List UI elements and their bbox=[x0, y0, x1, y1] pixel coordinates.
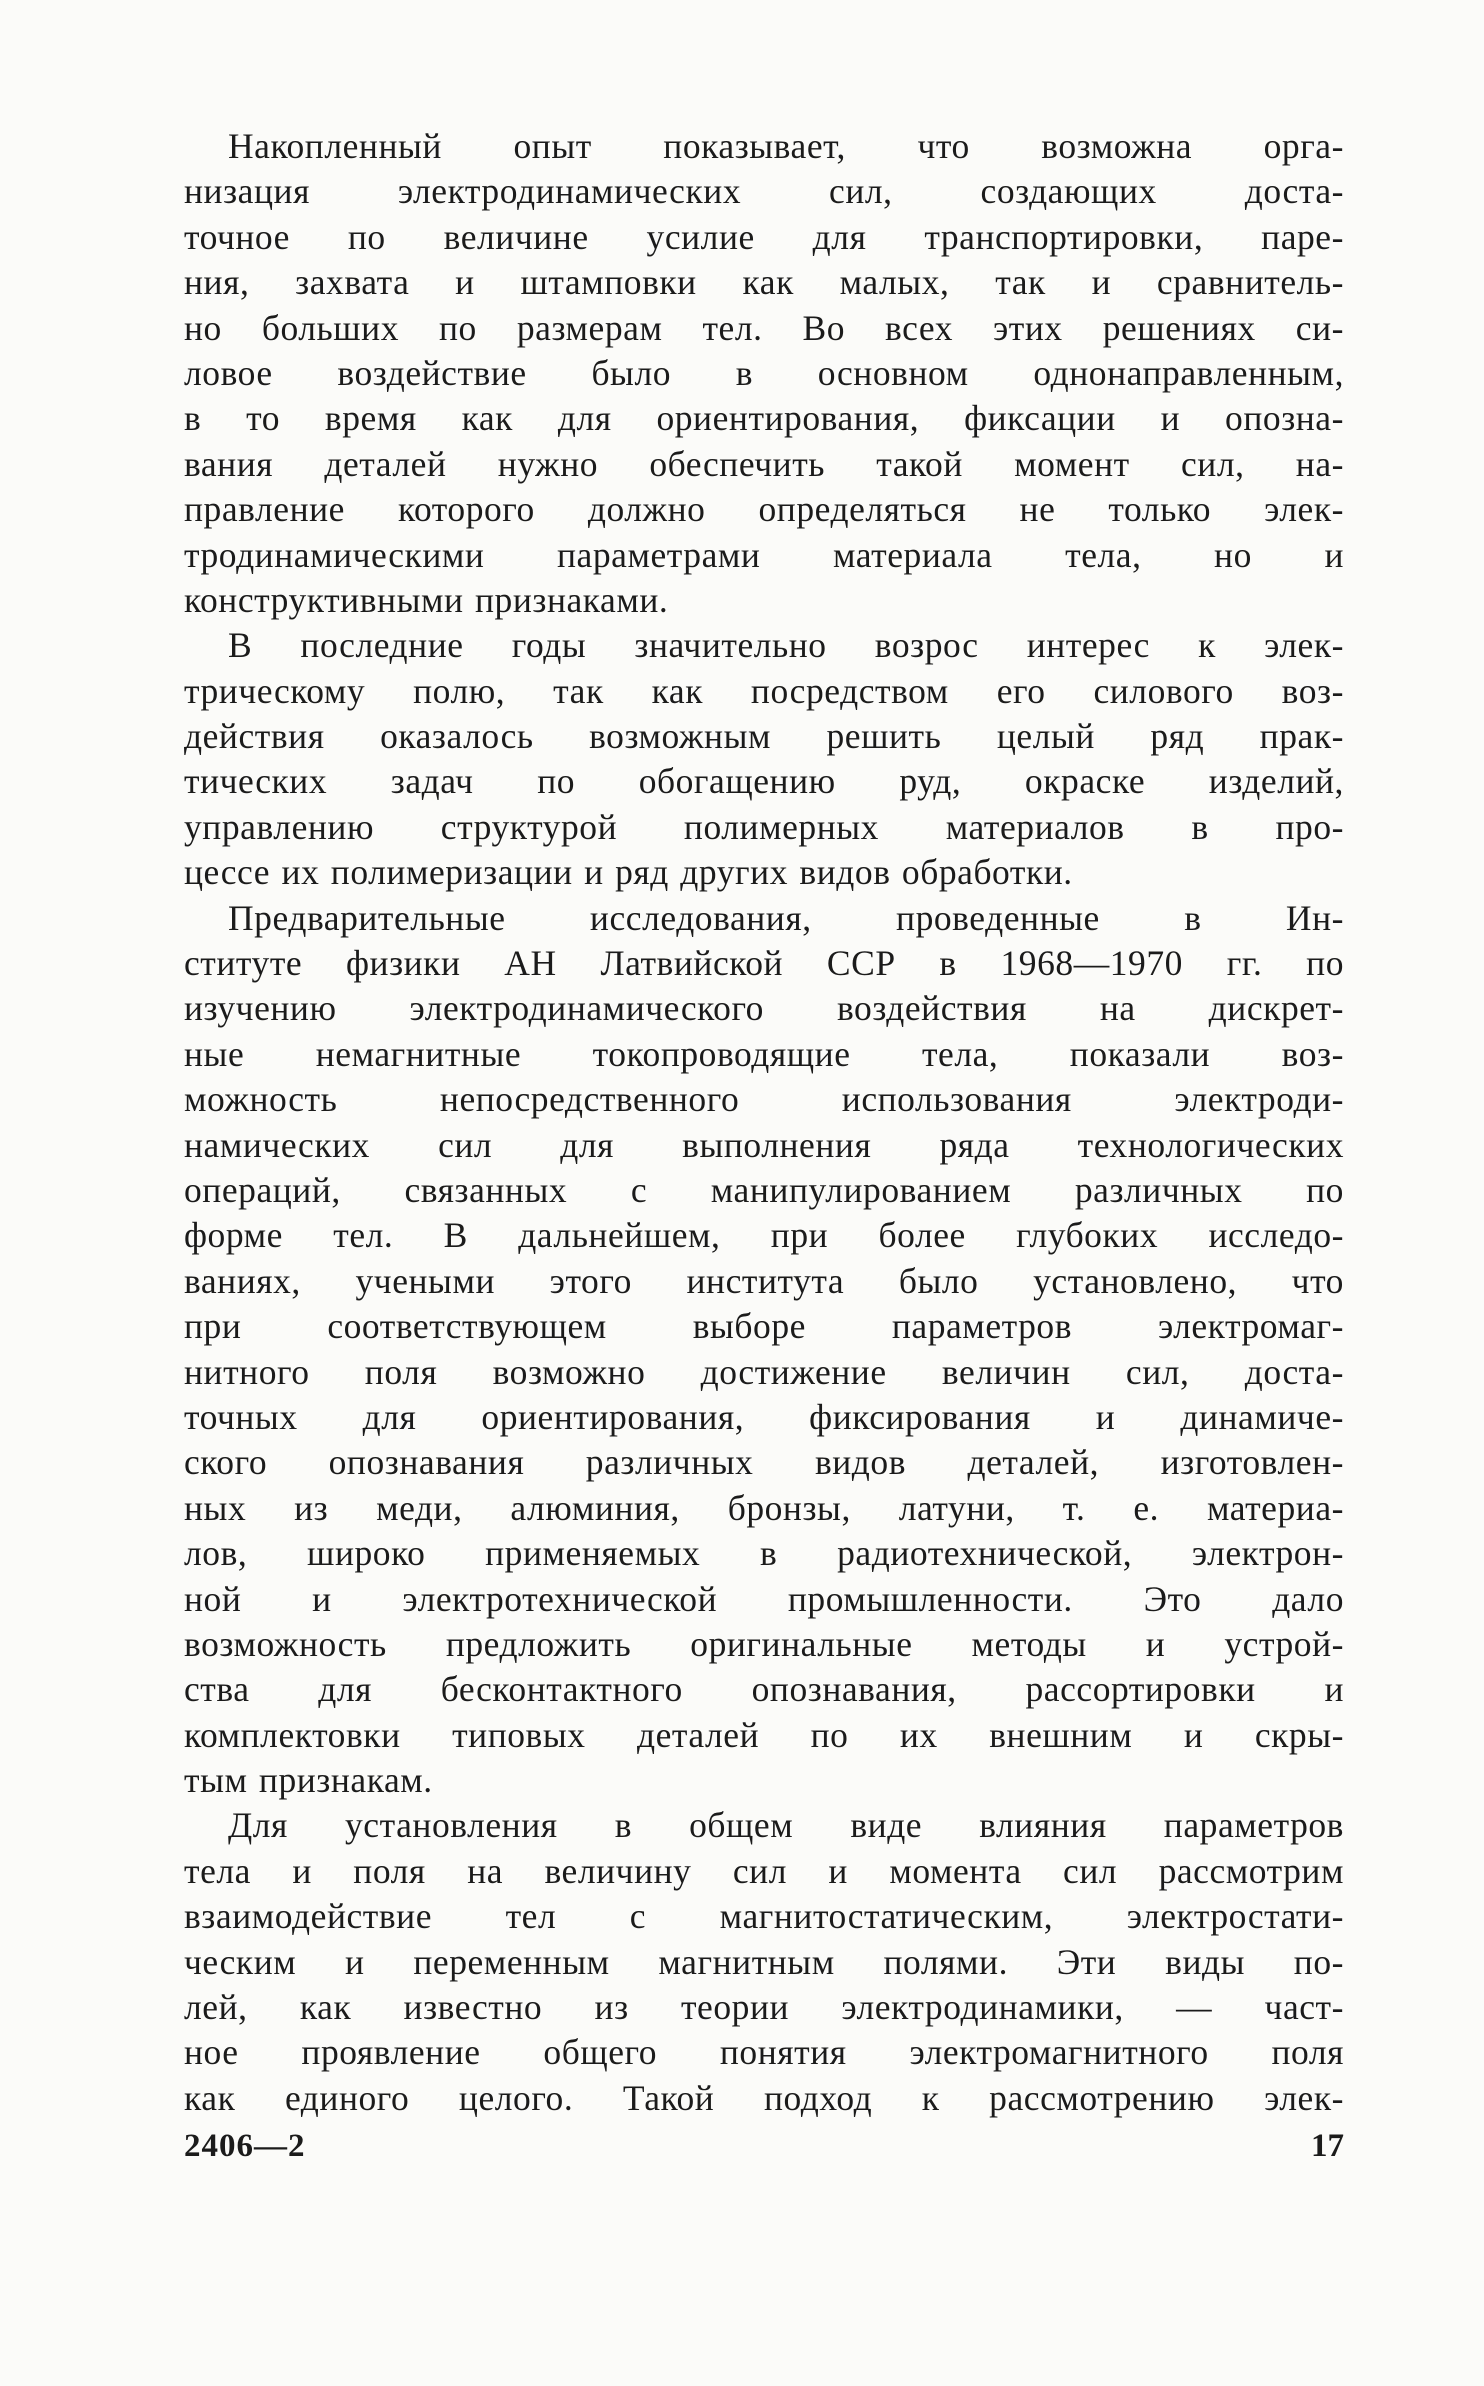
text-line: как единого целого. Такой подход к рассмотрению элек- bbox=[184, 2077, 1344, 2118]
text-line: ваниях, учеными этого института было установлено, что bbox=[184, 1260, 1344, 1301]
text-line: трическому полю, так как посредством его силового воз- bbox=[184, 670, 1344, 711]
text-line: тым признакам. bbox=[184, 1760, 433, 1801]
text-line: можность непосредственного использования электроди- bbox=[184, 1079, 1344, 1120]
text-line: В последние годы значительно возрос интерес к элек- bbox=[228, 625, 1344, 666]
text-line: правление которого должно определяться не только элек- bbox=[184, 489, 1344, 530]
text-line: точное по величине усилие для транспортировки, паре- bbox=[184, 216, 1344, 257]
text-line: ституте физики АН Латвийской ССР в 1968—1970 гг. по bbox=[184, 943, 1344, 984]
text-line: в то время как для ориентирования, фиксации и опозна- bbox=[184, 398, 1344, 439]
paragraph bbox=[184, 1803, 1344, 2121]
text-line: вания деталей нужно обеспечить такой момент сил, на- bbox=[184, 443, 1344, 484]
text-line: возможность предложить оригинальные методы и устрой- bbox=[184, 1623, 1344, 1664]
text-line: ные немагнитные токопроводящие тела, показали воз- bbox=[184, 1033, 1344, 1074]
text-line: ной и электротехнической промышленности. Это дало bbox=[184, 1578, 1344, 1619]
text-line: конструктивными признаками. bbox=[184, 579, 669, 620]
text-line: Предварительные исследования, проведенные в Ин- bbox=[228, 897, 1344, 938]
text-line: тела и поля на величину сил и момента сил рассмотрим bbox=[184, 1850, 1344, 1891]
text-line: цессе их полимеризации и ряд других видов обработки. bbox=[184, 852, 1073, 893]
text-line: Для установления в общем виде влияния параметров bbox=[228, 1805, 1344, 1846]
text-line: точных для ориентирования, фиксирования и динамиче- bbox=[184, 1396, 1344, 1437]
text-line: действия оказалось возможным решить целый ряд прак- bbox=[184, 716, 1344, 757]
page-number: 17 bbox=[1311, 2128, 1344, 2164]
text-line: ных из меди, алюминия, бронзы, латуни, т. е. материа- bbox=[184, 1487, 1344, 1528]
paragraph bbox=[184, 623, 1344, 895]
text-line: лов, широко применяемых в радиотехнической, электрон- bbox=[184, 1533, 1344, 1574]
text-line: ского опознавания различных видов деталей, изготовлен- bbox=[184, 1442, 1344, 1483]
text-line: Накопленный опыт показывает, что возможна орга- bbox=[228, 126, 1344, 166]
text-line: но больших по размерам тел. Во всех этих решениях си- bbox=[184, 307, 1344, 348]
text-line: при соответствующем выборе параметров электромаг- bbox=[184, 1306, 1344, 1347]
text-line: взаимодействие тел с магнитостатическим, электростати- bbox=[184, 1896, 1344, 1937]
text-line: нитного поля возможно достижение величин сил, доста- bbox=[184, 1351, 1344, 1392]
text-line: комплектовки типовых деталей по их внешним и скры- bbox=[184, 1714, 1344, 1755]
body-text bbox=[184, 124, 1344, 2121]
text-line: тических задач по обогащению руд, окраске изделий, bbox=[184, 761, 1344, 802]
text-line: ческим и переменным магнитным полями. Эти виды по- bbox=[184, 1941, 1344, 1982]
paragraph bbox=[184, 896, 1344, 1804]
paragraph bbox=[184, 124, 1344, 623]
text-line: тродинамическими параметрами материала тела, но и bbox=[184, 534, 1344, 575]
text-line: лей, как известно из теории электродинамики, — част- bbox=[184, 1987, 1344, 2028]
text-line: ния, захвата и штамповки как малых, так и сравнитель- bbox=[184, 262, 1344, 303]
text-line: управлению структурой полимерных материалов в про- bbox=[184, 806, 1344, 847]
text-line: изучению электродинамического воздействия на дискрет- bbox=[184, 988, 1344, 1029]
text-line: ное проявление общего понятия электромагнитного поля bbox=[184, 2032, 1344, 2073]
text-line: намических сил для выполнения ряда технологических bbox=[184, 1124, 1344, 1165]
text-line: операций, связанных с манипулированием различных по bbox=[184, 1169, 1344, 1210]
text-line: ловое воздействие было в основном однонаправленным, bbox=[184, 352, 1344, 393]
text-line: ства для бесконтактного опознавания, рассортировки и bbox=[184, 1669, 1344, 1710]
text-line: низация электродинамических сил, создающих доста- bbox=[184, 171, 1344, 212]
printer-signature-mark: 2406—2 bbox=[184, 2128, 306, 2164]
text-line: форме тел. В дальнейшем, при более глубоких исследо- bbox=[184, 1215, 1344, 1256]
